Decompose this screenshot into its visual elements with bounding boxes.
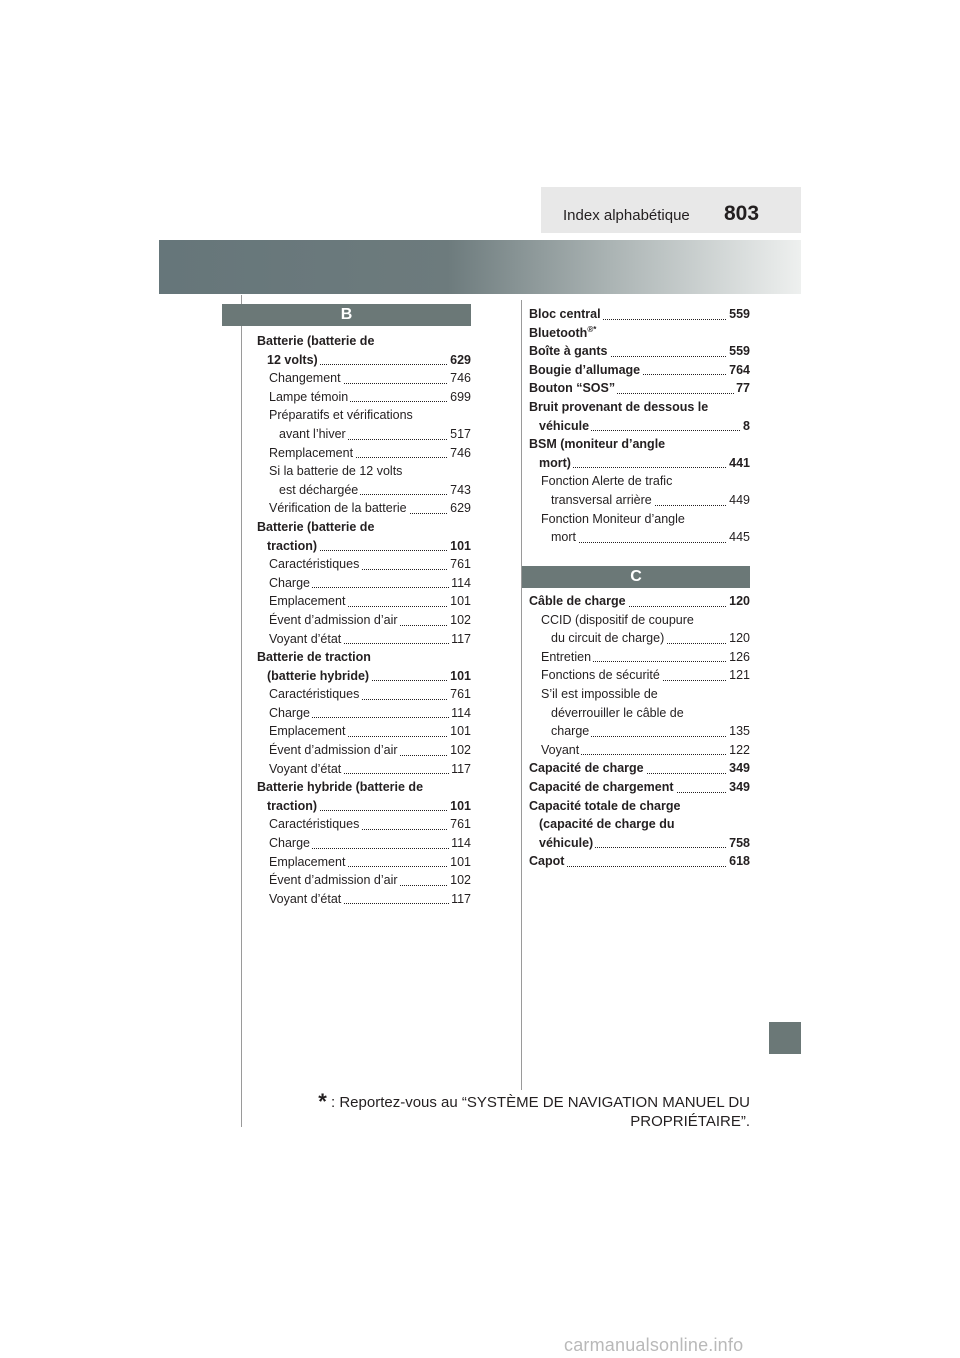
index-entry-text: Voyant d’état [269,890,343,909]
index-entry-page: 349 [727,778,750,797]
index-entry-page: 618 [727,852,750,871]
index-entry-page: 761 [448,685,471,704]
index-entry [269,574,471,593]
index-entry [541,648,750,667]
index-entry [269,369,471,388]
index-entry-text: déverrouiller le câble de [551,704,686,723]
index-entry [551,722,750,741]
index-entry-page: 121 [727,666,750,685]
index-entry [529,361,750,380]
index-entry-page: 441 [727,454,750,473]
index-entry [541,685,750,704]
section-header-b: B [222,304,471,326]
index-entry [529,342,750,361]
index-entry-page: 559 [727,342,750,361]
index-entry-text: Bouton “SOS” [529,379,617,398]
index-entry-text: (capacité de charge du [539,815,676,834]
index-entry-page: 101 [448,797,471,816]
index-column-right-c [529,592,750,871]
index-entry-text: Caractéristiques [269,685,361,704]
index-entry-text: Câble de charge [529,592,628,611]
index-entry-page: 117 [449,890,471,909]
index-entry-text: S’il est impossible de [541,685,660,704]
index-entry-text: 12 volts) [267,351,320,370]
left-column-rule [241,295,242,1127]
footnote-line-2: PROPRIÉTAIRE”. [630,1113,750,1130]
index-entry-text: Fonction Alerte de trafic [541,472,674,491]
index-entry-page: 102 [448,871,471,890]
index-entry [279,425,471,444]
index-entry-page: 114 [449,574,471,593]
watermark: carmanualsonline.info [564,1335,744,1355]
index-entry-page: 126 [727,648,750,667]
index-entry-page: 8 [741,417,750,436]
index-entry-text: Voyant [541,741,581,760]
index-entry-page: 101 [448,537,471,556]
index-entry-page: 761 [448,555,471,574]
index-entry-page: 102 [448,611,471,630]
index-entry-text: Entretien [541,648,593,667]
index-entry [267,667,471,686]
index-entry-text: traction) [267,797,319,816]
footnote [306,1089,750,1131]
index-entry [269,444,471,463]
index-entry [269,499,471,518]
index-entry-page: 349 [727,759,750,778]
index-entry [267,797,471,816]
index-entry-page: 746 [448,444,471,463]
index-entry-page: 743 [448,481,471,500]
index-entry [269,853,471,872]
index-entry-text: BSM (moniteur d’angle [529,435,667,454]
index-entry [529,759,750,778]
index-entry-text: transversal arrière [551,491,654,510]
index-entry [551,528,750,547]
index-entry-text: Charge [269,574,312,593]
index-entry [529,435,750,454]
index-entry [269,555,471,574]
index-entry [269,741,471,760]
index-entry-text: CCID (dispositif de coupure [541,611,696,630]
index-entry [269,704,471,723]
index-entry-page: 101 [448,667,471,686]
index-entry [257,778,471,797]
index-entry [269,630,471,649]
index-entry-text: est déchargée [279,481,360,500]
index-entry [257,518,471,537]
index-entry [551,629,750,648]
index-entry-text: Bruit provenant de dessous le [529,398,710,417]
index-entry [529,398,750,417]
index-entry-page: 102 [448,741,471,760]
index-entry-page: 764 [727,361,750,380]
index-entry-text: charge [551,722,591,741]
index-entry-text: Caractéristiques [269,815,361,834]
index-entry-page: 135 [727,722,750,741]
index-entry-text: Évent d’admission d’air [269,611,400,630]
index-entry-page: 122 [727,741,750,760]
index-entry-text: Voyant d’état [269,630,343,649]
index-entry [539,454,750,473]
index-entry-text: (batterie hybride) [267,667,371,686]
index-entry [279,481,471,500]
index-entry-page: 120 [727,592,750,611]
index-entry-page: 101 [448,722,471,741]
index-entry-text: Emplacement [269,592,347,611]
index-entry-page: 117 [449,760,471,779]
index-entry-text: Caractéristiques [269,555,361,574]
index-entry-text: Voyant d’état [269,760,343,779]
page-title: Index alphabétique [563,207,690,224]
index-entry [541,741,750,760]
index-entry-text: Capacité de chargement [529,778,676,797]
index-entry-text: Fonctions de sécurité [541,666,662,685]
index-entry-text: Charge [269,834,312,853]
index-entry-text: traction) [267,537,319,556]
index-entry [551,704,750,723]
index-entry-text: Lampe témoin [269,388,350,407]
index-entry [269,592,471,611]
header-banner [159,240,801,294]
index-entry [529,797,750,816]
index-entry-text: Emplacement [269,722,347,741]
index-entry-page: 114 [449,704,471,723]
index-entry [257,648,471,667]
index-entry [267,351,471,370]
index-entry [269,611,471,630]
footnote-star: * [318,1089,327,1114]
index-entry-text: Batterie de traction [257,648,373,667]
index-entry-text: Capacité totale de charge [529,797,682,816]
index-entry [269,388,471,407]
index-entry-page: 114 [449,834,471,853]
column-divider [521,300,522,1090]
index-entry-page: 117 [449,630,471,649]
index-entry-text: Si la batterie de 12 volts [269,462,404,481]
index-column-left [257,332,471,908]
index-entry [269,815,471,834]
index-entry-page: 746 [448,369,471,388]
index-entry-page: 629 [448,351,471,370]
index-entry-page: 445 [727,528,750,547]
index-entry-page: 517 [448,425,471,444]
index-entry [257,332,471,351]
index-entry [269,760,471,779]
index-entry [529,324,750,343]
index-entry-text: Évent d’admission d’air [269,741,400,760]
index-entry-text: Préparatifs et vérifications [269,406,415,425]
index-entry [269,890,471,909]
index-entry-text: Changement [269,369,343,388]
index-entry [551,491,750,510]
section-header-c: C [522,566,750,588]
chapter-tab-marker [769,1022,801,1054]
index-entry-text: mort [551,528,578,547]
index-entry [529,305,750,324]
index-entry-page: 758 [727,834,750,853]
index-entry [269,834,471,853]
index-entry-text: Charge [269,704,312,723]
index-entry-text: Évent d’admission d’air [269,871,400,890]
index-entry-text: mort) [539,454,573,473]
index-entry-text: Emplacement [269,853,347,872]
index-entry-page: 101 [448,853,471,872]
index-entry [539,417,750,436]
index-entry [539,834,750,853]
footnote-line-1: : Reportez-vous au “SYSTÈME DE NAVIGATION MANUEL DU [331,1094,750,1111]
index-entry [541,472,750,491]
index-entry-text: Bougie d’allumage [529,361,642,380]
index-entry-text: Fonction Moniteur d’angle [541,510,687,529]
index-entry-text: Capacité de charge [529,759,646,778]
page-number: 803 [724,202,760,225]
dot-leader [551,542,750,543]
index-entry-text: Batterie hybride (batterie de [257,778,425,797]
index-entry-page: 559 [727,305,750,324]
index-entry-text: du circuit de charge) [551,629,666,648]
index-entry-page: 77 [734,379,750,398]
index-entry-text: Batterie (batterie de [257,332,376,351]
index-entry-text: Capot [529,852,566,871]
index-entry-text: véhicule [539,417,591,436]
index-column-right-b [529,305,750,547]
index-entry-text: Remplacement [269,444,355,463]
index-entry [269,685,471,704]
index-entry-page: 101 [448,592,471,611]
index-entry [529,592,750,611]
index-entry-text: Bloc central [529,305,603,324]
index-entry-superscript: ®* [587,324,597,334]
index-entry [529,379,750,398]
index-entry [267,537,471,556]
index-entry-text: véhicule) [539,834,595,853]
index-entry-page: 699 [448,388,471,407]
index-entry-page: 120 [727,629,750,648]
index-entry [541,510,750,529]
index-entry-page: 761 [448,815,471,834]
index-entry [269,722,471,741]
index-entry-text: Batterie (batterie de [257,518,376,537]
index-entry [269,871,471,890]
index-entry [539,815,750,834]
index-entry-page: 629 [448,499,471,518]
index-entry [541,666,750,685]
index-entry-text: avant l’hiver [279,425,348,444]
index-entry [269,462,471,481]
index-entry-text: Vérification de la batterie [269,499,409,518]
index-entry-text: Boîte à gants [529,342,610,361]
index-entry [541,611,750,630]
index-entry [529,778,750,797]
index-entry-text: Bluetooth®* [529,324,598,343]
index-entry [269,406,471,425]
index-entry-page: 449 [727,491,750,510]
index-entry [529,852,750,871]
